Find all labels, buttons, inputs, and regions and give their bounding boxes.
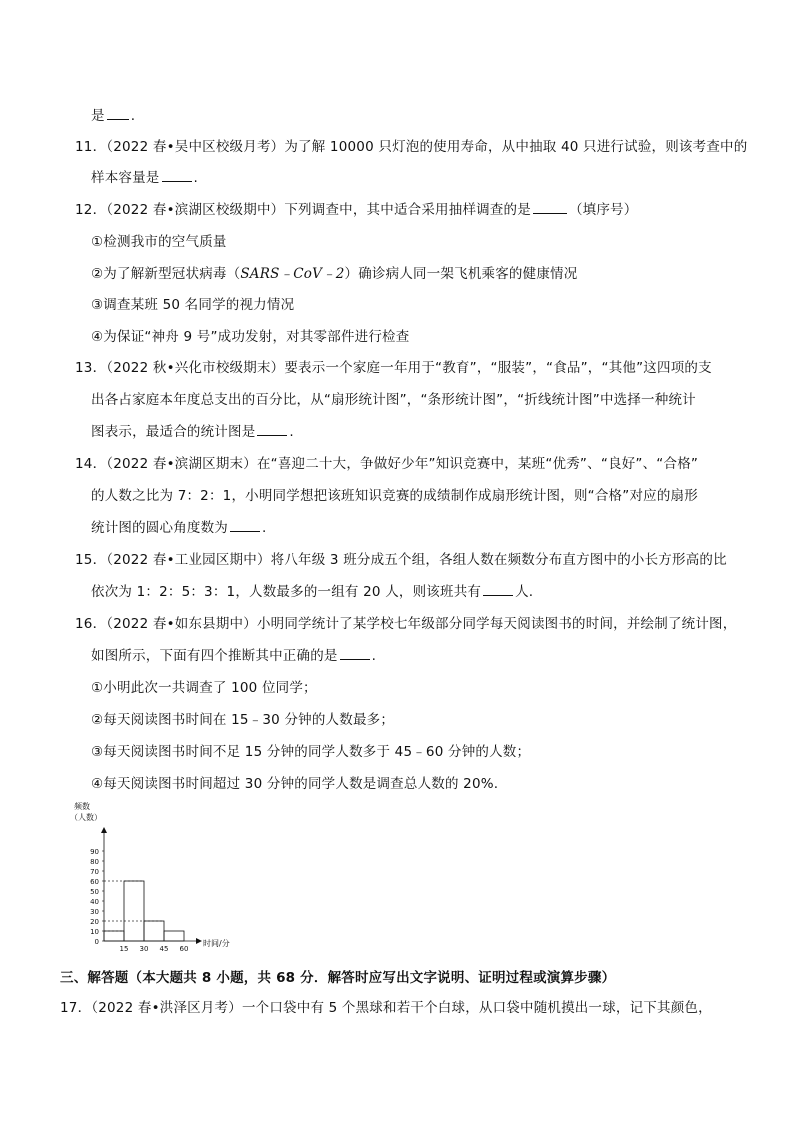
question-16-line-2: 如图所示，下面有四个推断其中正确的是 . bbox=[91, 648, 377, 664]
y-tick-label: 30 bbox=[90, 908, 99, 916]
answer-blank[interactable] bbox=[162, 169, 192, 182]
question-12-option-4: ④为保证“神舟 9 号”成功发射，对其零部件进行检查 bbox=[91, 329, 410, 345]
y-tick-label: 60 bbox=[90, 878, 99, 886]
answer-blank[interactable] bbox=[230, 519, 260, 532]
histogram-bar bbox=[164, 931, 184, 941]
x-tick-label: 60 bbox=[179, 945, 189, 953]
question-16-option-1: ①小明此次一共调查了 100 位同学； bbox=[91, 680, 317, 696]
y-axis-label: 频数 bbox=[74, 802, 90, 811]
y-tick-label: 0 bbox=[94, 938, 99, 946]
question-12-option-3: ③调查某班 50 名同学的视力情况 bbox=[91, 297, 295, 313]
x-tick-label: 45 bbox=[159, 945, 169, 953]
histogram-bar bbox=[124, 881, 144, 941]
question-16-line-1: 16．（2022 春•如东县期中）小明同学统计了某学校七年级部分同学每天阅读图书的时间，并绘制了统计图， bbox=[75, 616, 737, 632]
answer-blank[interactable] bbox=[257, 423, 287, 436]
y-tick-label: 70 bbox=[90, 868, 99, 876]
y-tick-label: 10 bbox=[90, 928, 99, 936]
y-tick-label: 50 bbox=[90, 888, 99, 896]
section-3-heading: 三、解答题（本大题共 8 小题，共 68 分．解答时应写出文字说明、证明过程或演算步骤） bbox=[60, 970, 616, 986]
histogram-bar bbox=[144, 921, 164, 941]
question-13-line-2: 出各占家庭本年度总支出的百分比，从“扇形统计图”，“条形统计图”，“折线统计图”中选择一种统计 bbox=[91, 392, 696, 408]
y-tick-label: 20 bbox=[90, 918, 99, 926]
y-tick-label: 40 bbox=[90, 898, 99, 906]
prev-question-tail: 是 . bbox=[91, 108, 136, 124]
y-tick-label: 80 bbox=[90, 858, 99, 866]
question-17-line-1: 17．（2022 春•洪泽区月考）一个口袋中有 5 个黑球和若干个白球，从口袋中随机摸出一球，记下其颜色， bbox=[60, 1000, 712, 1016]
y-axis-arrow-icon bbox=[101, 827, 107, 833]
x-axis-label: 时间/分 bbox=[203, 939, 230, 948]
x-tick-label: 15 bbox=[119, 945, 129, 953]
question-14-line-3: 统计图的圆心角度数为 . bbox=[91, 520, 267, 536]
question-11-line-2: 样本容量是 . bbox=[91, 170, 198, 186]
histogram-bar bbox=[104, 931, 124, 941]
x-tick-label: 30 bbox=[139, 945, 149, 953]
question-13-line-3: 图表示，最适合的统计图是 . bbox=[91, 424, 294, 440]
question-11-line-1: 11．（2022 春•吴中区校级月考）为了解 10000 只灯泡的使用寿命，从中抽取 40 只进行试验，则该考查中的 bbox=[75, 139, 748, 155]
question-16-option-3: ③每天阅读图书时间不足 15 分钟的同学人数多于 45﹣60 分钟的人数； bbox=[91, 744, 531, 760]
question-15-line-1: 15．（2022 春•工业园区期中）将八年级 3 班分成五个组，各组人数在频数分布直方图中的小长方形高的比 bbox=[75, 552, 727, 568]
answer-blank[interactable] bbox=[533, 201, 567, 214]
answer-blank[interactable] bbox=[483, 583, 513, 596]
question-15-line-2: 依次为 1：2：5：3：1，人数最多的一组有 20 人，则该班共有 人. bbox=[91, 584, 534, 600]
histogram-chart bbox=[70, 800, 250, 960]
question-12-option-2: ②为了解新型冠状病毒（SARS﹣CoV﹣2）确诊病人同一架飞机乘客的健康情况 bbox=[91, 266, 578, 282]
question-14-line-2: 的人数之比为 7：2：1，小明同学想把该班知识竞赛的成绩制作成扇形统计图，则“合格”对应的扇形 bbox=[91, 488, 698, 504]
question-13-line-1: 13．（2022 秋•兴化市校级期末）要表示一个家庭一年用于“教育”，“服装”，“食品”，“其他”这四项的支 bbox=[75, 360, 712, 376]
question-16-option-4: ④每天阅读图书时间超过 30 分钟的同学人数是调查总人数的 20%. bbox=[91, 776, 499, 792]
answer-blank[interactable] bbox=[340, 647, 370, 660]
question-12-line-1: 12．（2022 春•滨湖区校级期中）下列调查中，其中适合采用抽样调查的是 （填序号） bbox=[75, 202, 638, 218]
question-14-line-1: 14．（2022 春•滨湖区期末）在“喜迎二十大，争做好少年”知识竞赛中，某班“优秀”、“良好”、“合格” bbox=[75, 456, 699, 472]
answer-blank[interactable] bbox=[107, 107, 129, 120]
y-tick-label: 90 bbox=[90, 848, 99, 856]
question-16-option-2: ②每天阅读图书时间在 15﹣30 分钟的人数最多； bbox=[91, 712, 395, 728]
x-axis-arrow-icon bbox=[196, 938, 202, 944]
y-axis-label-unit: （人数） bbox=[70, 813, 102, 822]
question-12-option-1: ①检测我市的空气质量 bbox=[91, 234, 227, 250]
